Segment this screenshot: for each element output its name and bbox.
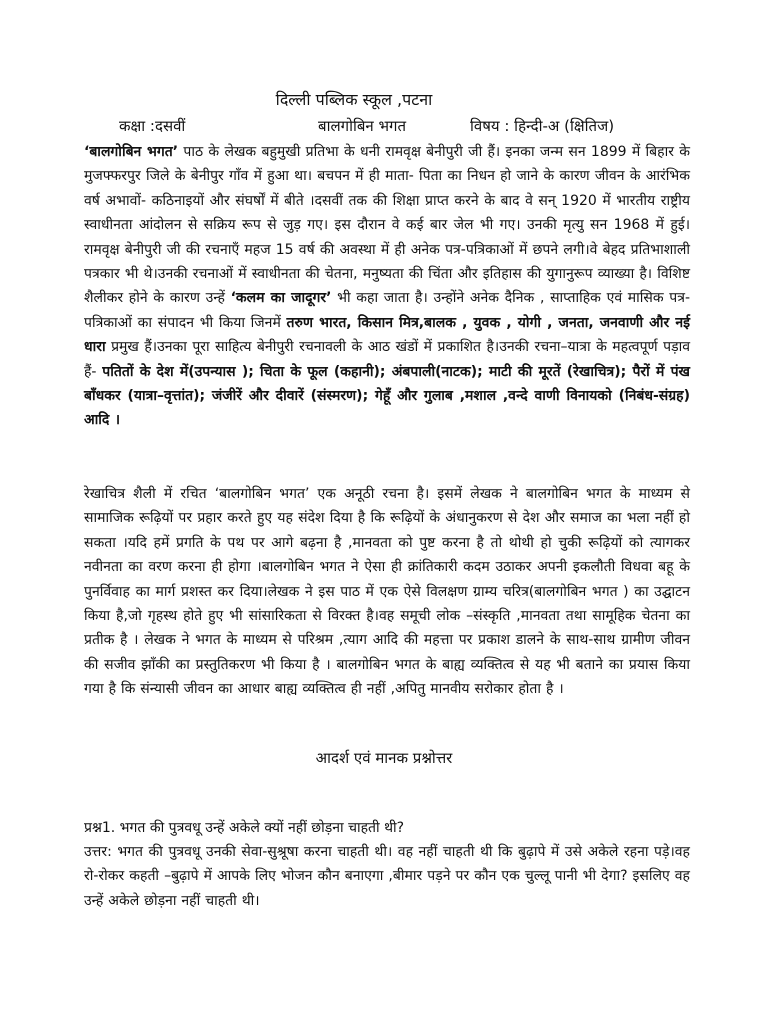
- works-bold: पतितों के देश में(उपन्यास ); चिता के फूल (कहानी); अंबपाली(नाटक); माटी की मूरतें (रेखाचित्र); पैरों में पंख बाँधकर (यात्रा–वृत्तांत); जंजीरें और दीवारें (संस्मरण); गेहूँ और गुलाब ,मशाल ,वन्दे वाणी विनायको (निबंध-संग्रह) आदि ।: [84, 363, 690, 429]
- answer-text: भगत की पुत्रवधू उनकी सेवा-सुश्रूषा करना चाहती थी। वह नहीं चाहती थी कि बुढ़ापे में उसे अकेले रहना पड़े।वह रो-रोकर कहती –बुढ़ापे में आपके लिए भोजन कौन बनाएगा ,बीमार पड़ने पर कौन एक चुल्लू पानी भी देगा? इसलिए वह उन्हें अकेले छोड़ना नहीं चाहती थी।: [84, 844, 690, 909]
- question-label: प्रश्न1.: [84, 820, 116, 836]
- school-title: दिल्ली पब्लिक स्कूल ,पटना: [275, 90, 433, 109]
- chapter-name-bold: ‘बालगोबिन भगत’: [84, 144, 179, 160]
- class-label: कक्षा :दसवीं: [119, 117, 186, 135]
- qa-heading: आदर्श एवं मानक प्रश्नोत्तर: [315, 749, 453, 767]
- bio-text: प्रमुख हैं।उनका पूरा साहित्य बेनीपुरी रचनावली के आठ खंडों में प्रकाशित है।उनकी रचना–यात्रा के महत्वपूर्ण पड़ाव हैं-: [84, 339, 690, 380]
- question-text: भगत की पुत्रवधू उन्हें अकेले क्यों नहीं छोड़ना चाहती थी?: [115, 820, 405, 836]
- author-title-bold: ‘कलम का जादूगर’: [230, 290, 332, 307]
- chapter-title: बालगोबिन भगत: [318, 117, 407, 135]
- answer-label: उत्तर:: [84, 844, 112, 860]
- author-bio: [84, 140, 690, 433]
- bio-text: पाठ के लेखक बहुमुखी प्रतिभा के धनी रामवृक्ष बेनीपुरी जी हैं। इनका जन्म सन 1899 में बिहार के मुजफ्फरपुर जिले के बेनीपुर गाँव में हुआ था। बचपन में ही माता- पिता का निधन हो जाने के कारण जीवन के आरंभिक वर्ष अभावों- कठिनाइयों और संघर्षों में बीते ।दसवीं तक की शिक्षा प्राप्त करने के बाद वे सन् 1920 में भारतीय राष्ट्रीय स्वाधीनता आंदोलन से सक्रिय रूप से जुड़ गए। इस दौरान वे कई बार जेल भी गए। उनकी मृत्यु सन 1968 में हुई।रामवृक्ष बेनीपुरी जी की रचनाएँ महज 15 वर्ष की अवस्था में ही अनेक पत्र-पत्रिकाओं में छपने लगी।वे बेहद प्रतिभाशाली पत्रकार भी थे।उनकी रचनाओं में स्वाधीनता की चेतना, मनुष्यता की चिंता और इतिहास की युगानुरूप व्याख्या है। विशिष्ट शैलीकर होने के कारण उन्हें: [84, 144, 690, 307]
- magazines-bold: तरुण भारत, किसान मित्र,बालक , युवक , योगी , जनता, जनवाणी और नई धारा: [84, 314, 690, 356]
- answer-1: [84, 840, 690, 913]
- question-1: [84, 816, 690, 840]
- qa-block: [84, 816, 690, 913]
- subject-label: विषय : हिन्दी-अ (क्षितिज): [470, 117, 615, 135]
- bio-text: भी कहा जाता है। उन्होंने अनेक दैनिक , साप्ताहिक एवं मासिक पत्र-पत्रिकाओं का संपादन भी किया जिनमें: [84, 290, 691, 331]
- summary-paragraph: रेखाचित्र शैली में रचित ‘बालगोबिन भगत’ एक अनूठी रचना है। इसमें लेखक ने बालगोबिन भगत के माध्यम से सामाजिक रूढ़ियों पर प्रहार करते हुए यह संदेश दिया है कि रूढ़ियों के अंधानुकरण से देश और समाज का भला नहीं हो सकता ।यदि हमें प्रगति के पथ पर आगे बढ़ना है ,मानवता को पुष्ट करना है तो थोथी हो चुकी रूढ़ियों को त्यागकर नवीनता का वरण करना ही होगा ।बालगोबिन भगत ने ऐसा ही क्रांतिकारी कदम उठाकर अपनी इकलौती विधवा बहू के पुनर्विवाह का मार्ग प्रशस्त कर दिया।लेखक ने इस पाठ में एक ऐसे विलक्षण ग्राम्य चरित्र(बालगोबिन भगत ) का उद्घाटन किया है,जो गृहस्थ होते हुए भी सांसारिकता से विरक्त है।वह समूची लोक –संस्कृति ,मानवता तथा सामूहिक चेतना का प्रतीक है । लेखक ने भगत के माध्यम से परिश्रम ,त्याग आदि की महत्ता पर प्रकाश डालने के साथ-साथ ग्रामीण जीवन की सजीव झाँकी का प्रस्तुतिकरण भी किया है । बालगोबिन भगत के बाह्य व्यक्तित्व से यह भी बताने का प्रयास किया गया है कि संन्यासी जीवन का आधार बाह्य व्यक्तित्व ही नहीं ,अपितु मानवीय सरोकार होता है ।: [84, 486, 690, 698]
- author-bio-paragraph: [84, 140, 690, 433]
- chapter-summary: [84, 482, 690, 702]
